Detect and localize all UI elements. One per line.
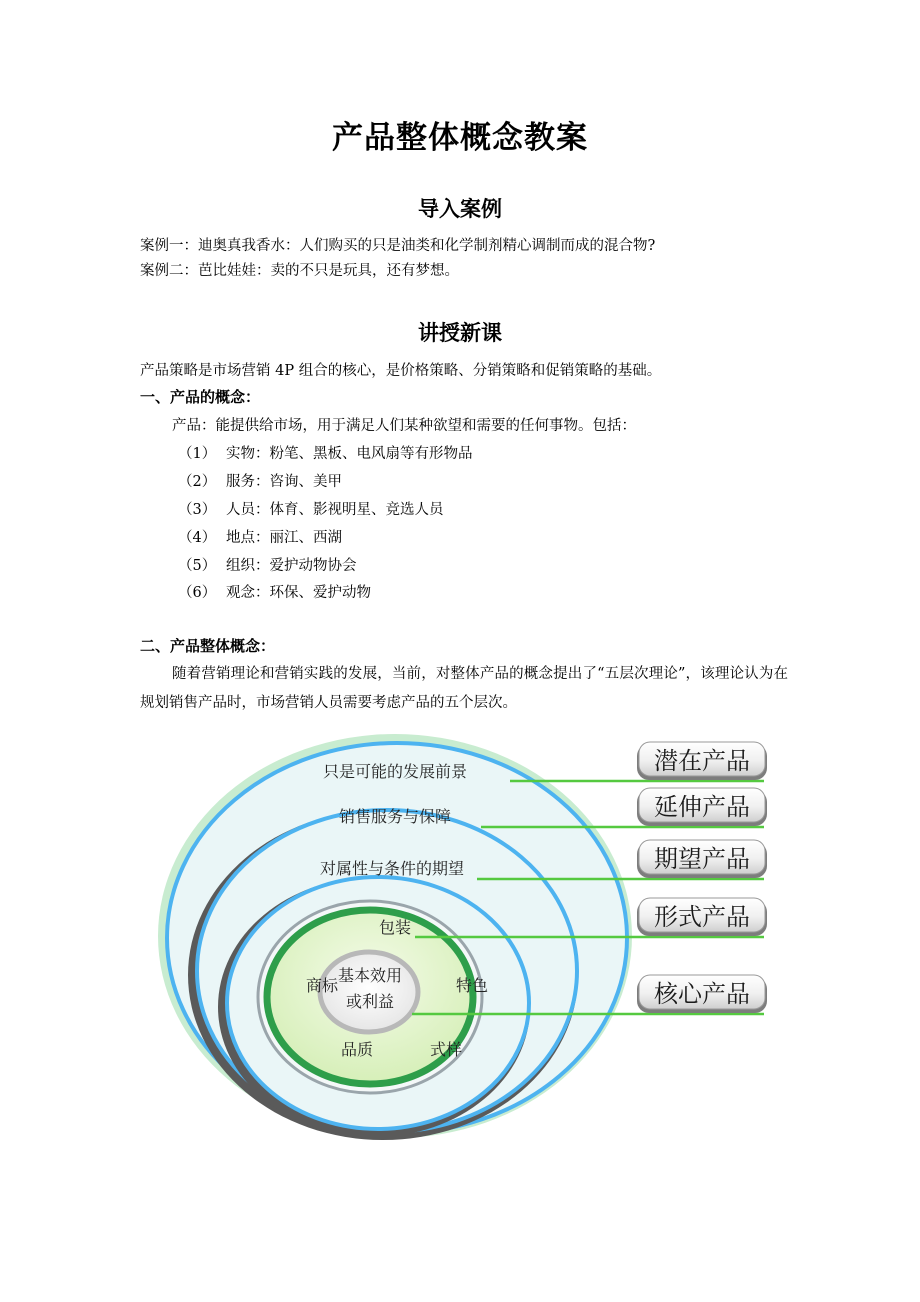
tag-potential [637,742,767,780]
list-item-number: （4） [178,530,217,546]
label-potential: 只是可能的发展前景 [322,762,468,781]
label-core-line2: 或利益 [345,992,395,1011]
intro-heading: 导入案例 [418,196,502,221]
case-one: 案例一：迪奥真我香水：人们购买的只是油类和化学制剂精心调制而成的混合物? [140,238,656,254]
list-item [178,526,342,547]
tag-expected [637,840,767,878]
label-quality: 品质 [340,1040,374,1059]
list-item-text: 实物：粉笔、黑板、电风扇等有形物品 [226,446,473,462]
part2-paragraph: 随着营销理论和营销实践的发展，当前，对整体产品的概念提出了“五层次理论”，该理论认为在规划销售产品时，市场营销人员需要考虑产品的五个层次。 [140,666,788,711]
lesson-intro: 产品策略是市场营销 4P 组合的核心，是价格策略、分销策略和促销策略的基础。 [140,363,662,379]
product-definition: 产品：能提供给市场，用于满足人们某种欲望和需要的任何事物。包括： [172,418,636,434]
label-expected: 对属性与条件的期望 [319,859,465,878]
tag-augmented [637,788,767,826]
case-two: 案例二：芭比娃娃：卖的不只是玩具，还有梦想。 [140,263,459,279]
part1-heading: 一、产品的概念： [140,388,261,406]
part2-heading: 二、产品整体概念： [140,637,276,655]
label-brand: 商标 [305,976,339,995]
tag-formal [637,898,767,936]
label-augmented: 销售服务与保障 [338,807,452,826]
label-packaging: 包装 [378,918,412,937]
tag-core-text: 核心产品 [654,980,750,1008]
label-core-line1: 基本效用 [337,966,403,985]
tag-core [637,975,767,1013]
document-title: 产品整体概念教案 [332,120,588,156]
label-feature: 特色 [455,976,489,995]
tag-formal-text: 形式产品 [654,903,750,931]
list-item-text: 地点：丽江、西湖 [226,530,342,546]
tag-augmented-text: 延伸产品 [654,793,750,821]
list-item [178,554,357,575]
list-item [178,442,473,463]
list-item-text: 观念：环保、爱护动物 [226,585,371,601]
list-item-text: 组织：爱护动物协会 [226,558,357,574]
list-item-text: 人员：体育、影视明星、竞选人员 [226,502,444,518]
product-levels-svg [150,728,790,1168]
list-item-text: 服务：咨询、美甲 [226,474,342,490]
list-item-number: （6） [178,585,217,601]
label-style: 式样 [429,1040,463,1059]
lesson-heading: 讲授新课 [418,320,502,345]
list-item-number: （5） [178,558,217,574]
tag-expected-text: 期望产品 [654,845,750,873]
list-item-number: （3） [178,502,217,518]
list-item-number: （2） [178,474,217,490]
list-item [178,470,342,491]
product-levels-diagram [150,728,790,1168]
tag-potential-text: 潜在产品 [654,747,750,775]
list-item-number: （1） [178,446,217,462]
list-item [178,498,444,519]
list-item [178,581,371,602]
